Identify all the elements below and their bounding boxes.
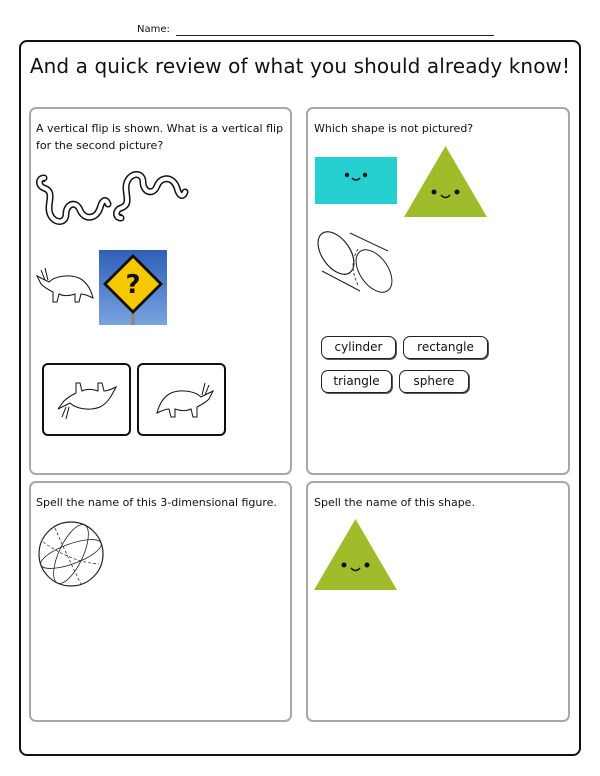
sphere-image <box>37 520 105 588</box>
sign-question-mark: ? <box>125 270 141 300</box>
panel-spell-shape <box>306 481 570 722</box>
name-line[interactable] <box>176 35 494 36</box>
panel-spell-3d-figure <box>29 481 292 722</box>
question-shape-not-pictured: Which shape is not pictured? <box>314 122 474 135</box>
snake-original-image <box>36 170 111 228</box>
cylinder-image <box>318 225 396 295</box>
road-sign-image <box>99 250 167 325</box>
choice-cylinder[interactable]: cylinder <box>321 336 396 359</box>
name-label: Name: <box>137 24 170 35</box>
answer-option-1[interactable] <box>42 363 131 436</box>
aardvark-flipped-image <box>54 379 120 421</box>
triangle-image <box>404 146 487 217</box>
choice-rectangle[interactable]: rectangle <box>403 336 488 359</box>
question-spell-3d-figure: Spell the name of this 3-dimensional figure. <box>36 496 277 509</box>
answer-option-2[interactable] <box>137 363 226 436</box>
snake-flipped-image <box>113 168 188 226</box>
page-title: And a quick review of what you should already know! <box>29 54 571 78</box>
aardvark-image <box>35 266 95 306</box>
question-spell-shape: Spell the name of this shape. <box>314 496 475 509</box>
rectangle-image <box>315 157 397 204</box>
choice-sphere[interactable]: sphere <box>399 370 469 393</box>
choice-triangle[interactable]: triangle <box>321 370 392 393</box>
aardvark-mirrored-image <box>151 381 217 423</box>
triangle-question-image <box>314 519 397 590</box>
question-vertical-flip: A vertical flip is shown. What is a vertical flip for the second picture? <box>36 122 284 152</box>
